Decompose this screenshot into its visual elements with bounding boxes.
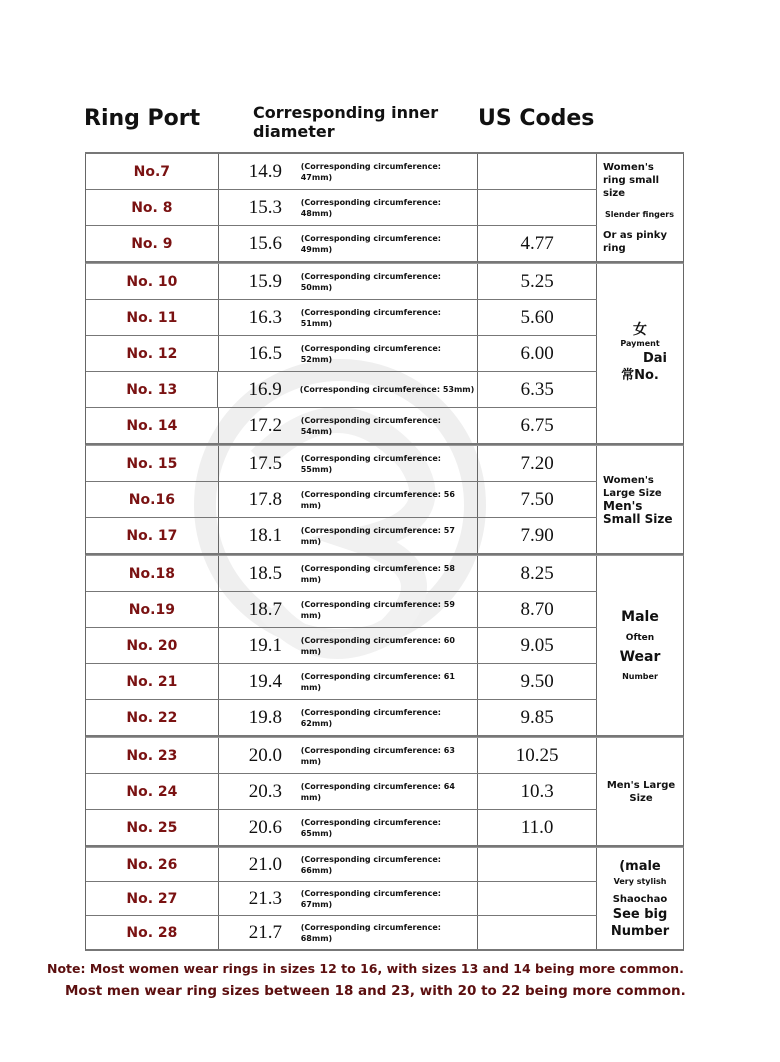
diameter-value: 15.9 bbox=[248, 270, 282, 292]
ring-port-cell: No. 17 bbox=[86, 518, 219, 553]
us-code-cell: 4.77 bbox=[478, 226, 597, 261]
us-code-cell: 10.25 bbox=[478, 738, 597, 773]
note-line: Slender fingers bbox=[605, 209, 674, 219]
ring-port-cell: No. 27 bbox=[86, 882, 219, 915]
circumference-text: (Corresponding circumference: 55mm) bbox=[300, 453, 441, 474]
diameter-value: 19.4 bbox=[248, 670, 282, 692]
ring-port-cell: No. 8 bbox=[86, 190, 219, 225]
circumference-text: (Corresponding circumference: 57 mm) bbox=[300, 525, 455, 546]
us-code-cell bbox=[478, 190, 597, 225]
group-note bbox=[597, 556, 683, 735]
table-row bbox=[86, 336, 597, 372]
ring-port-cell: No.18 bbox=[86, 556, 219, 591]
size-group bbox=[85, 154, 684, 263]
note-line: Women's ring small size bbox=[603, 161, 660, 199]
us-code-cell: 5.25 bbox=[478, 264, 597, 299]
diameter-value: 20.0 bbox=[248, 744, 282, 766]
size-group bbox=[85, 847, 684, 951]
ring-port-cell: No.19 bbox=[86, 592, 219, 627]
circumference-text: (Corresponding circumference: 50mm) bbox=[300, 271, 441, 292]
group-note bbox=[597, 848, 683, 949]
circumference-text: (Corresponding circumference: 53mm) bbox=[299, 385, 475, 394]
note-line: Men's Large Size bbox=[606, 779, 676, 804]
circumference-text: (Corresponding circumference: 47mm) bbox=[300, 161, 441, 182]
note-line: Women's Large Size bbox=[603, 474, 662, 499]
ring-port-cell: No.7 bbox=[86, 154, 219, 189]
diameter-value: 21.7 bbox=[248, 921, 282, 943]
circumference-text: (Corresponding circumference: 51mm) bbox=[300, 307, 441, 328]
diameter-value: 17.8 bbox=[248, 488, 282, 510]
circumference-text: (Corresponding circumference: 54mm) bbox=[300, 415, 441, 436]
table-row bbox=[86, 154, 597, 190]
ring-port-cell: No. 20 bbox=[86, 628, 219, 663]
us-code-cell: 8.70 bbox=[478, 592, 597, 627]
table-row bbox=[86, 264, 597, 300]
diameter-value: 21.3 bbox=[248, 887, 282, 909]
ring-port-cell: No. 9 bbox=[86, 226, 219, 261]
us-code-cell: 9.05 bbox=[478, 628, 597, 663]
ring-port-cell: No. 10 bbox=[86, 264, 219, 299]
circumference-text: (Corresponding circumference: 59 mm) bbox=[300, 599, 455, 620]
ring-port-cell: No. 15 bbox=[86, 446, 219, 481]
note-line: Wear bbox=[619, 648, 661, 665]
diameter-value: 17.2 bbox=[248, 414, 282, 436]
circumference-text: (Corresponding circumference: 52mm) bbox=[300, 343, 441, 364]
header-inner-diameter: Corresponding inner diameter bbox=[253, 103, 439, 141]
diameter-value: 20.6 bbox=[248, 816, 282, 838]
size-group bbox=[85, 263, 684, 445]
note-line: (male bbox=[619, 858, 661, 874]
ring-port-cell: No. 26 bbox=[86, 848, 219, 881]
note-line: Number bbox=[610, 923, 670, 939]
note-line: Shaochao bbox=[612, 893, 668, 905]
table-row bbox=[86, 518, 597, 553]
circumference-text: (Corresponding circumference: 64 mm) bbox=[300, 781, 455, 802]
ring-port-cell: No. 21 bbox=[86, 664, 219, 699]
circumference-text: (Corresponding circumference: 60 mm) bbox=[300, 635, 455, 656]
us-code-cell: 8.25 bbox=[478, 556, 597, 591]
diameter-value: 15.3 bbox=[248, 196, 282, 218]
us-code-cell bbox=[478, 848, 597, 881]
us-code-cell: 7.20 bbox=[478, 446, 597, 481]
circumference-text: (Corresponding circumference: 66mm) bbox=[300, 854, 441, 875]
circumference-text: (Corresponding circumference: 63 mm) bbox=[300, 745, 455, 766]
us-code-cell: 6.35 bbox=[478, 372, 597, 407]
ring-size-table bbox=[85, 152, 684, 951]
note-line: 女 bbox=[633, 321, 647, 338]
circumference-text: (Corresponding circumference: 62mm) bbox=[300, 707, 441, 728]
us-code-cell: 5.60 bbox=[478, 300, 597, 335]
us-code-cell bbox=[478, 882, 597, 915]
group-note bbox=[597, 738, 685, 845]
ring-port-cell: No. 14 bbox=[86, 408, 219, 443]
us-code-cell: 7.50 bbox=[478, 482, 597, 517]
circumference-text: (Corresponding circumference: 61 mm) bbox=[300, 671, 455, 692]
note-line: See big bbox=[612, 906, 668, 922]
ring-port-cell: No. 28 bbox=[86, 916, 219, 949]
table-row bbox=[86, 916, 597, 949]
table-row bbox=[86, 774, 597, 810]
circumference-text: (Corresponding circumference: 65mm) bbox=[300, 817, 441, 838]
size-group bbox=[85, 555, 684, 737]
table-row bbox=[86, 810, 597, 845]
diameter-value: 21.0 bbox=[248, 853, 282, 875]
table-row bbox=[86, 592, 597, 628]
size-group bbox=[85, 737, 684, 847]
us-code-cell: 9.50 bbox=[478, 664, 597, 699]
note-line: Men's bbox=[603, 498, 643, 513]
table-row bbox=[86, 848, 597, 882]
note-line: Very stylish bbox=[613, 876, 667, 886]
circumference-text: (Corresponding circumference: 67mm) bbox=[300, 888, 441, 909]
ring-port-cell: No. 12 bbox=[86, 336, 219, 371]
circumference-text: (Corresponding circumference: 48mm) bbox=[300, 197, 441, 218]
us-code-cell: 11.0 bbox=[478, 810, 597, 845]
table-row bbox=[86, 190, 597, 226]
ring-port-cell: No. 23 bbox=[86, 738, 219, 773]
header-us-codes: US Codes bbox=[478, 106, 595, 131]
diameter-value: 16.9 bbox=[248, 378, 282, 400]
table-row bbox=[86, 408, 597, 443]
circumference-text: (Corresponding circumference: 56 mm) bbox=[300, 489, 455, 510]
note-line: Small Size bbox=[603, 511, 673, 526]
circumference-text: (Corresponding circumference: 68mm) bbox=[300, 922, 441, 943]
table-row bbox=[86, 446, 597, 482]
us-code-cell: 9.85 bbox=[478, 700, 597, 735]
circumference-text: (Corresponding circumference: 58 mm) bbox=[300, 563, 455, 584]
diameter-value: 19.1 bbox=[248, 634, 282, 656]
table-row bbox=[86, 556, 597, 592]
header-ring-port: Ring Port bbox=[84, 106, 201, 131]
note-line: Often bbox=[625, 632, 655, 643]
diameter-value: 18.5 bbox=[248, 562, 282, 584]
note-line: Number bbox=[622, 671, 658, 681]
ring-port-cell: No. 24 bbox=[86, 774, 219, 809]
diameter-value: 18.1 bbox=[248, 524, 282, 546]
table-row bbox=[86, 882, 597, 916]
us-code-cell: 6.75 bbox=[478, 408, 597, 443]
diameter-value: 20.3 bbox=[248, 780, 282, 802]
ring-port-cell: No.16 bbox=[86, 482, 219, 517]
us-code-cell bbox=[478, 916, 597, 949]
note-line: Male bbox=[621, 608, 659, 625]
table-row bbox=[86, 628, 597, 664]
table-row bbox=[86, 700, 597, 735]
us-code-cell: 10.3 bbox=[478, 774, 597, 809]
table-row bbox=[86, 372, 597, 408]
diameter-value: 16.5 bbox=[248, 342, 282, 364]
group-note bbox=[597, 264, 683, 443]
note-line: Or as pinky ring bbox=[603, 229, 667, 254]
diameter-value: 15.6 bbox=[248, 232, 282, 254]
note-line: Dai bbox=[642, 350, 668, 366]
diameter-value: 18.7 bbox=[248, 598, 282, 620]
diameter-value: 19.8 bbox=[248, 706, 282, 728]
us-code-cell bbox=[478, 154, 597, 189]
note-line: Payment bbox=[620, 338, 660, 348]
ring-port-cell: No. 13 bbox=[86, 372, 218, 407]
group-note bbox=[597, 446, 683, 553]
diameter-value: 16.3 bbox=[248, 306, 282, 328]
table-row bbox=[86, 738, 597, 774]
group-note bbox=[597, 154, 683, 261]
us-code-cell: 6.00 bbox=[478, 336, 597, 371]
ring-port-cell: No. 25 bbox=[86, 810, 219, 845]
ring-port-cell: No. 22 bbox=[86, 700, 219, 735]
size-group bbox=[85, 445, 684, 555]
us-code-cell: 7.90 bbox=[478, 518, 597, 553]
circumference-text: (Corresponding circumference: 49mm) bbox=[300, 233, 441, 254]
table-row bbox=[86, 482, 597, 518]
table-row bbox=[86, 226, 597, 261]
diameter-value: 17.5 bbox=[248, 452, 282, 474]
note-line: 常No. bbox=[621, 367, 659, 383]
footnote-men: Most men wear ring sizes between 18 and 23, with 20 to 22 being more common. bbox=[65, 983, 686, 999]
table-row bbox=[86, 664, 597, 700]
ring-port-cell: No. 11 bbox=[86, 300, 219, 335]
footnote-women: Note: Most women wear rings in sizes 12 to 16, with sizes 13 and 14 being more common. bbox=[47, 961, 684, 976]
diameter-value: 14.9 bbox=[248, 160, 282, 182]
table-row bbox=[86, 300, 597, 336]
